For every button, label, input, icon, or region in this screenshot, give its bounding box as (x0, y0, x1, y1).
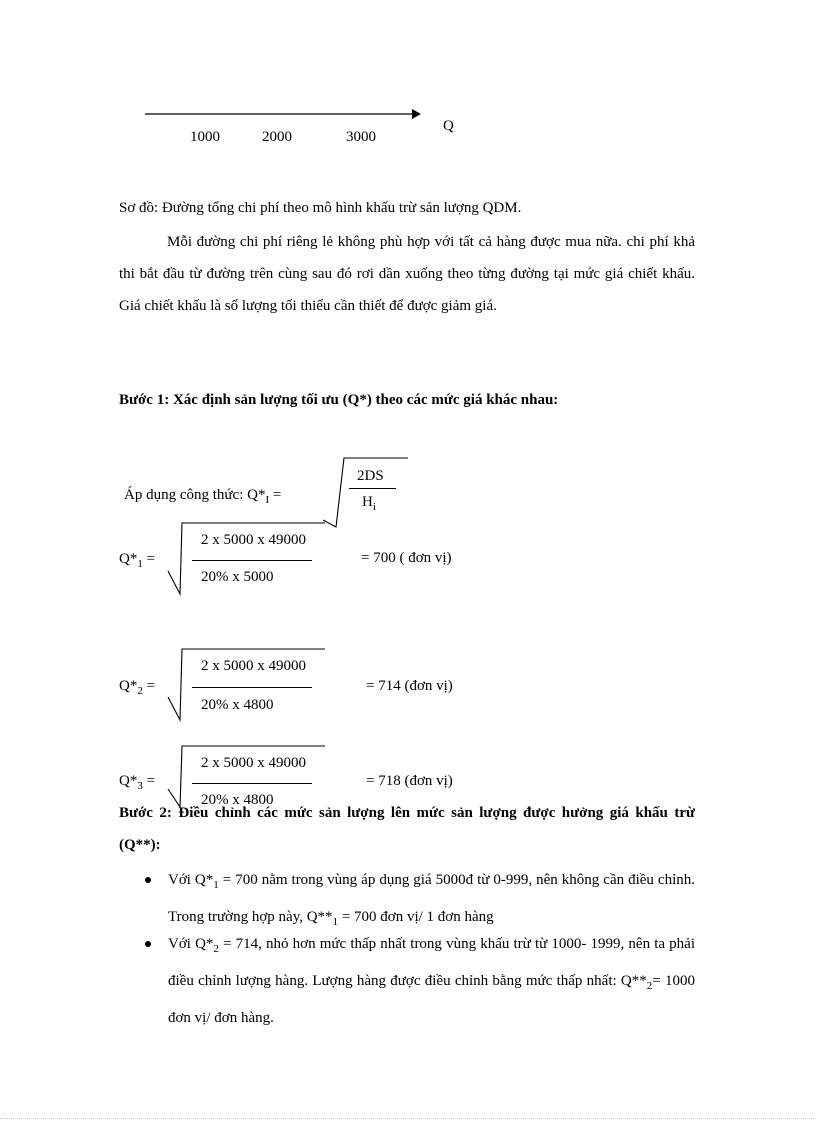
calc3-lhs: $Q*_3$ = (119, 773, 156, 792)
formula-prefix: Áp dụng công thức: Q* (124, 487, 266, 503)
formula-denominator: $H_i$ (362, 494, 376, 513)
axis-label-q: Q (443, 118, 454, 134)
diagram-caption: Sơ đồ: Đường tổng chi phí theo mô hình khấu trừ sản lượng QDM. (119, 200, 522, 216)
formula-prefix-sub: I (265, 494, 270, 506)
axis-tick-label: 3000 (346, 129, 376, 145)
calc1-lhs: $Q*_1$ = (119, 551, 156, 570)
bullet-item-2: Với $Q*_2 = 714$, nhỏ hơn mức thấp nhất trong vùng khấu trừ từ 1000- 1999, nên ta phải điều chỉnh lượng hàng. Lượng hàng được điều chỉnh bằng mức thấp nhất: $Q**_2= 1000$ đơn vị/ đơn hàng. (168, 936, 695, 1026)
bullet-item-1: Với $Q*_1 = 700$ nằm trong vùng áp dụng giá 5000đ từ 0-999, nên không cần điều chỉnh. Trong trường hợp này, $Q**_1 = 700$ đơn vị/ 1 đơn hàng (168, 872, 695, 928)
bullet-dot (145, 877, 151, 883)
calc1-numerator: 2 x 5000 x 49000 (201, 532, 306, 548)
calc2-numerator: 2 x 5000 x 49000 (201, 658, 306, 674)
calc1-result: = 700 ( đơn vị) (361, 550, 452, 566)
calc3-result: = 718 (đơn vị) (366, 773, 453, 789)
calc3-denominator: 20% x 4800 (201, 792, 274, 808)
calc1-fraction-line (192, 560, 312, 561)
formula-root-sign (320, 455, 412, 530)
axis-tick-label: 2000 (262, 129, 292, 145)
step1-heading: Bước 1: Xác định sản lượng tối ưu (Q*) theo các mức giá khác nhau: (119, 392, 559, 408)
formula-fraction-line (349, 488, 396, 489)
bullet-dot (145, 941, 151, 947)
calc1-denominator: 20% x 5000 (201, 569, 274, 585)
step2-heading: Bước 2: Điều chỉnh các mức sản lượng lên mức sản lượng được hưởng giá khấu trừ (Q**): (119, 805, 695, 853)
calc2-fraction-line (192, 687, 312, 688)
page-bottom-border (0, 1118, 816, 1119)
formula-numerator: 2DS (357, 468, 384, 484)
calc2-result: = 714 (đơn vị) (366, 678, 453, 694)
formula-equals: = (272, 487, 282, 503)
calc2-lhs: $Q*_2$ = (119, 678, 156, 697)
quantity-axis (140, 105, 440, 125)
calc3-fraction-line (192, 783, 312, 784)
formula-lhs (124, 487, 281, 506)
calc2-denominator: 20% x 4800 (201, 697, 274, 713)
axis-arrowhead (412, 109, 421, 119)
calc3-numerator: 2 x 5000 x 49000 (201, 755, 306, 771)
axis-tick-label: 1000 (190, 129, 220, 145)
explanation-paragraph: Mỗi đường chi phí riêng lẻ không phù hợp với tất cả hàng được mua nữa. chi phí khả thi bắt đầu từ đường trên cùng sau đó rơi dần xuống theo từng đường tại mức giá chiết khấu. Giá chiết khấu là số lượng tối thiểu cần thiết để được giảm giá. (119, 234, 695, 314)
